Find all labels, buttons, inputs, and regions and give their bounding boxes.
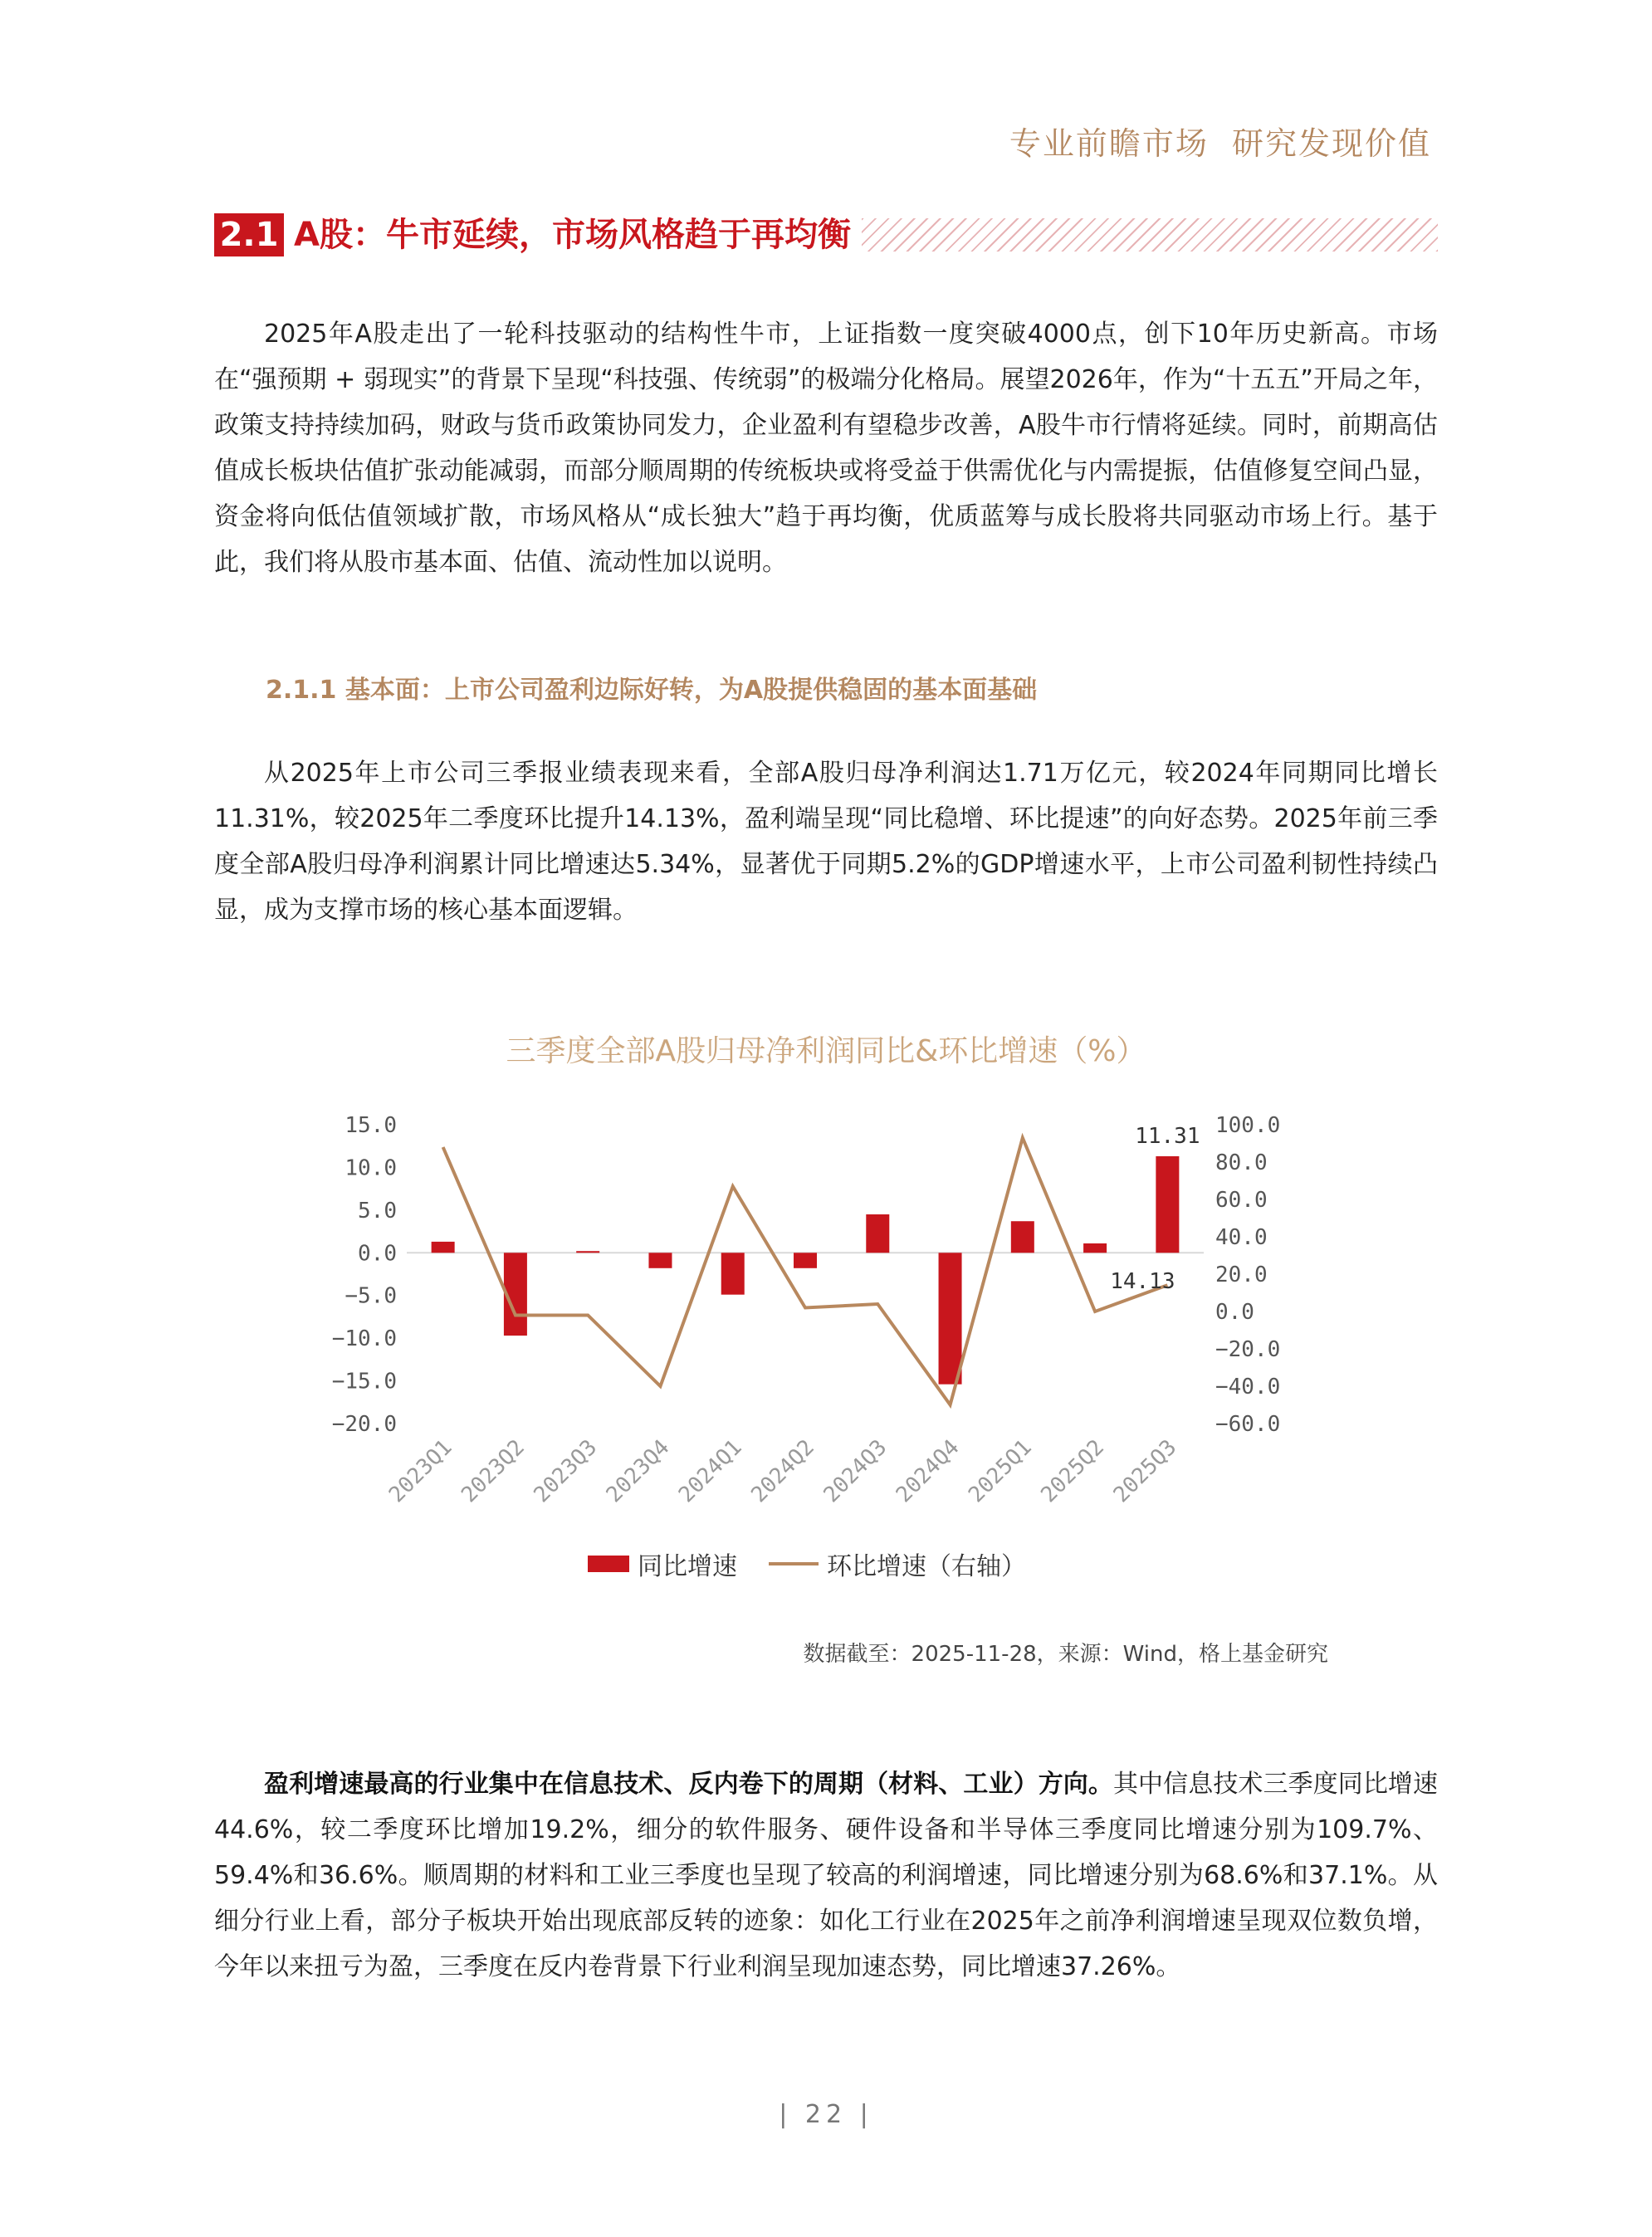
chart-source: 数据截至：2025-11-28，来源：Wind，格上基金研究 <box>803 1642 1328 1667</box>
line-qoq-series <box>443 1138 1168 1405</box>
subsection-title: 2.1.1 基本面：上市公司盈利边际好转，为A股提供稳固的基本面基础 <box>266 676 1038 705</box>
industry-body: 其中信息技术三季度同比增速44.6%，较二季度环比增加19.2%，细分的软件服务、硬件设备和半导体三季度同比增速分别为109.7%、59.4%和36.6%。顺周期的材料和工业三季度也呈现了较高的利润增速，同比增速分别为68.6%和37.1%。从细分行业上看，部分子板块开始出现底部反转的迹象：如化工行业在2025年之前净利润增速呈现双位数负增，今年以来扭亏为盈，三季度在反内卷背景下行业利润呈现加速态势，同比增速37.26%。 <box>214 1770 1439 1981</box>
left-axis-tick: −20.0 <box>331 1412 397 1437</box>
bar-yoy-2025Q1 <box>1011 1221 1034 1253</box>
industry-paragraph <box>214 1761 1438 1990</box>
bar-label-2025Q3: 11.31 <box>1135 1123 1200 1149</box>
left-axis-tick: 10.0 <box>345 1155 397 1181</box>
right-axis-tick: −60.0 <box>1215 1412 1281 1437</box>
header-slogan: 专业前瞻市场 研究发现价值 <box>1009 125 1431 162</box>
right-axis-tick: 100.0 <box>1215 1113 1281 1138</box>
left-axis-tick: −15.0 <box>331 1369 397 1394</box>
legend-line-label: 环比增速（右轴） <box>827 1552 1026 1581</box>
x-tick-2025Q3: 2025Q3 <box>1108 1434 1182 1508</box>
bar-yoy-2023Q1 <box>432 1242 455 1253</box>
left-axis-tick: −5.0 <box>345 1283 397 1309</box>
bar-yoy-2024Q1 <box>721 1253 745 1294</box>
decorative-hatch <box>862 218 1438 252</box>
x-tick-2024Q3: 2024Q3 <box>819 1434 892 1508</box>
right-axis-tick: 80.0 <box>1215 1150 1268 1175</box>
right-axis-tick: 40.0 <box>1215 1225 1268 1250</box>
left-axis-tick: −10.0 <box>331 1326 397 1352</box>
line-label-2025Q3: 14.13 <box>1110 1269 1175 1295</box>
bar-yoy-2025Q2 <box>1083 1243 1107 1253</box>
left-axis-tick: 0.0 <box>358 1241 397 1267</box>
section-title: A股：牛市延续，市场风格趋于再均衡 <box>294 216 851 254</box>
fundamentals-paragraph: 从2025年上市公司三季报业绩表现来看，全部A股归母净利润达1.71万亿元，较2024年同期同比增长11.31%，较2025年二季度环比提升14.13%，盈利端呈现“同比稳增、环比提速”的向好态势。2025年前三季度全部A股归母净利润累计同比增速达5.34%，显著优于同期5.2%的GDP增速水平，上市公司盈利韧性持续凸显，成为支撑市场的核心基本面逻辑。 <box>214 759 1438 925</box>
chart-title: 三季度全部A股归母净利润同比&环比增速（%） <box>506 1034 1146 1068</box>
x-tick-2023Q4: 2023Q4 <box>601 1434 675 1508</box>
x-tick-2024Q2: 2024Q2 <box>746 1434 819 1508</box>
x-tick-2025Q1: 2025Q1 <box>964 1434 1037 1508</box>
legend-bar-label: 同比增速 <box>638 1552 737 1581</box>
x-tick-2023Q1: 2023Q1 <box>384 1434 457 1508</box>
section-number: 2.1 <box>214 213 284 256</box>
chart-legend <box>588 1546 1026 1582</box>
bar-yoy-2023Q3 <box>576 1251 599 1253</box>
x-tick-2024Q1: 2024Q1 <box>674 1434 747 1508</box>
left-axis-tick: 15.0 <box>345 1113 397 1138</box>
intro-paragraph: 2025年A股走出了一轮科技驱动的结构性牛市，上证指数一度突破4000点，创下10年历史新高。市场在“强预期 + 弱现实”的背景下呈现“科技强、传统弱”的极端分化格局。展望2026年，作为“十五五”开局之年，政策支持持续加码，财政与货币政策协同发力，企业盈利有望稳步改善，A股牛市行情将延续。同时，前期高估值成长板块估值扩张动能减弱，而部分顺周期的传统板块或将受益于供需优化与内需提振，估值修复空间凸显，资金将向低估值领域扩散，市场风格从“成长独大”趋于再均衡，优质蓝筹与成长股将共同驱动市场上行。基于此，我们将从股市基本面、估值、流动性加以说明。 <box>214 320 1438 577</box>
right-axis-tick: −20.0 <box>1215 1337 1281 1362</box>
legend-bar-swatch <box>588 1556 629 1572</box>
right-axis-tick: −40.0 <box>1215 1375 1281 1399</box>
legend-line-swatch <box>769 1562 819 1565</box>
x-tick-2024Q4: 2024Q4 <box>891 1434 965 1508</box>
right-axis-tick: 0.0 <box>1215 1300 1254 1325</box>
x-tick-2025Q2: 2025Q2 <box>1036 1434 1110 1508</box>
right-axis-tick: 20.0 <box>1215 1263 1268 1287</box>
left-axis-tick: 5.0 <box>358 1198 397 1224</box>
right-axis-tick: 60.0 <box>1215 1188 1268 1213</box>
profit-growth-chart <box>315 1087 1345 1536</box>
x-tick-2023Q3: 2023Q3 <box>529 1434 603 1508</box>
bar-yoy-2024Q3 <box>866 1214 889 1253</box>
bar-yoy-2025Q3 <box>1156 1156 1179 1253</box>
bar-yoy-2024Q2 <box>794 1253 817 1268</box>
bar-yoy-2024Q4 <box>939 1253 962 1384</box>
section-header <box>214 212 1438 258</box>
industry-lead: 盈利增速最高的行业集中在信息技术、反内卷下的周期（材料、工业）方向。 <box>264 1770 1113 1799</box>
bar-yoy-2023Q4 <box>648 1253 672 1268</box>
page-number: | 22 | <box>779 2100 873 2129</box>
x-tick-2023Q2: 2023Q2 <box>457 1434 530 1508</box>
